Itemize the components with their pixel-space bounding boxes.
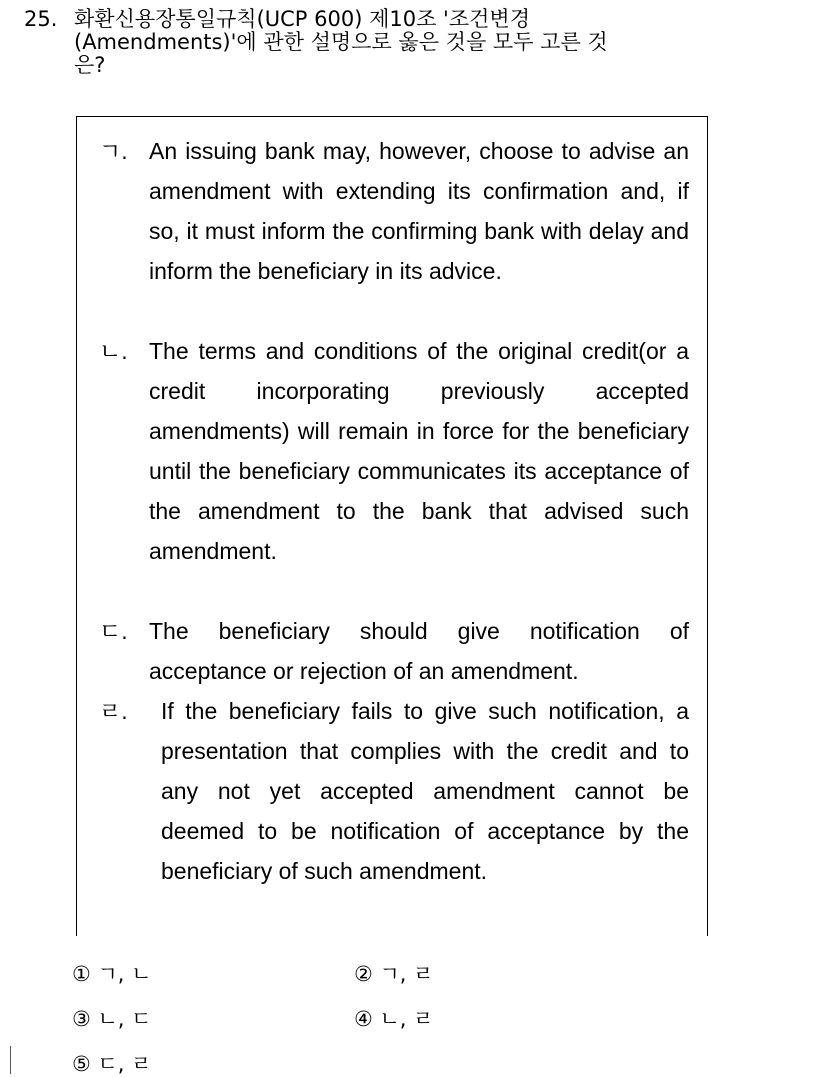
choice-3[interactable] [72,1003,151,1033]
choice-1[interactable] [72,958,151,988]
question-line: 화환신용장통일규칙(UCP 600) 제10조 '조건변경 [74,7,530,31]
text-cursor [10,1046,11,1074]
choice-number: ① [72,962,91,986]
question-number: 25. [24,7,58,31]
statement-marker: ㄴ. [99,338,128,364]
question-line: 은? [74,53,106,77]
statement-marker: ㄷ. [99,618,128,644]
choice-number: ③ [72,1007,91,1031]
question-text [74,8,764,77]
statement-marker: ㄹ. [99,698,128,724]
choice-2[interactable] [354,958,433,988]
statement-text: An issuing bank may, however, choose to advise an amendment with extending its confirmation and, if so, it must inform the confirming bank with delay and inform the beneficiary in its advice. [149,138,689,284]
choice-answer: ㄱ, ㄹ [379,962,434,986]
choice-answer: ㄴ, ㄷ [97,1007,152,1031]
choice-5[interactable] [72,1048,151,1078]
statement-marker: ㄱ. [99,138,128,164]
choice-4[interactable] [354,1003,433,1033]
statement-text: The beneficiary should give notification of acceptance or rejection of an amendment. [149,618,689,684]
question-line: (Amendments)'에 관한 설명으로 옳은 것을 모두 고른 것 [74,30,608,54]
statement-text: The terms and conditions of the original credit(or a credit incorporating previously accepted amendments) will remain in force for the beneficiary until the beneficiary communicates its acceptance of the amendment to the bank that advised such amendment. [149,338,689,564]
statement-box [76,116,708,936]
choice-number: ⑤ [72,1052,91,1076]
statement-text: If the beneficiary fails to give such notification, a presentation that complies with the credit and to any not yet accepted amendment cannot be deemed to be notification of acceptance by the beneficiary of such amendment. [161,698,689,884]
choice-number: ④ [354,1007,373,1031]
choice-answer: ㄴ, ㄹ [379,1007,434,1031]
choice-number: ② [354,962,373,986]
choice-answer: ㄷ, ㄹ [97,1052,152,1076]
choice-answer: ㄱ, ㄴ [97,962,152,986]
